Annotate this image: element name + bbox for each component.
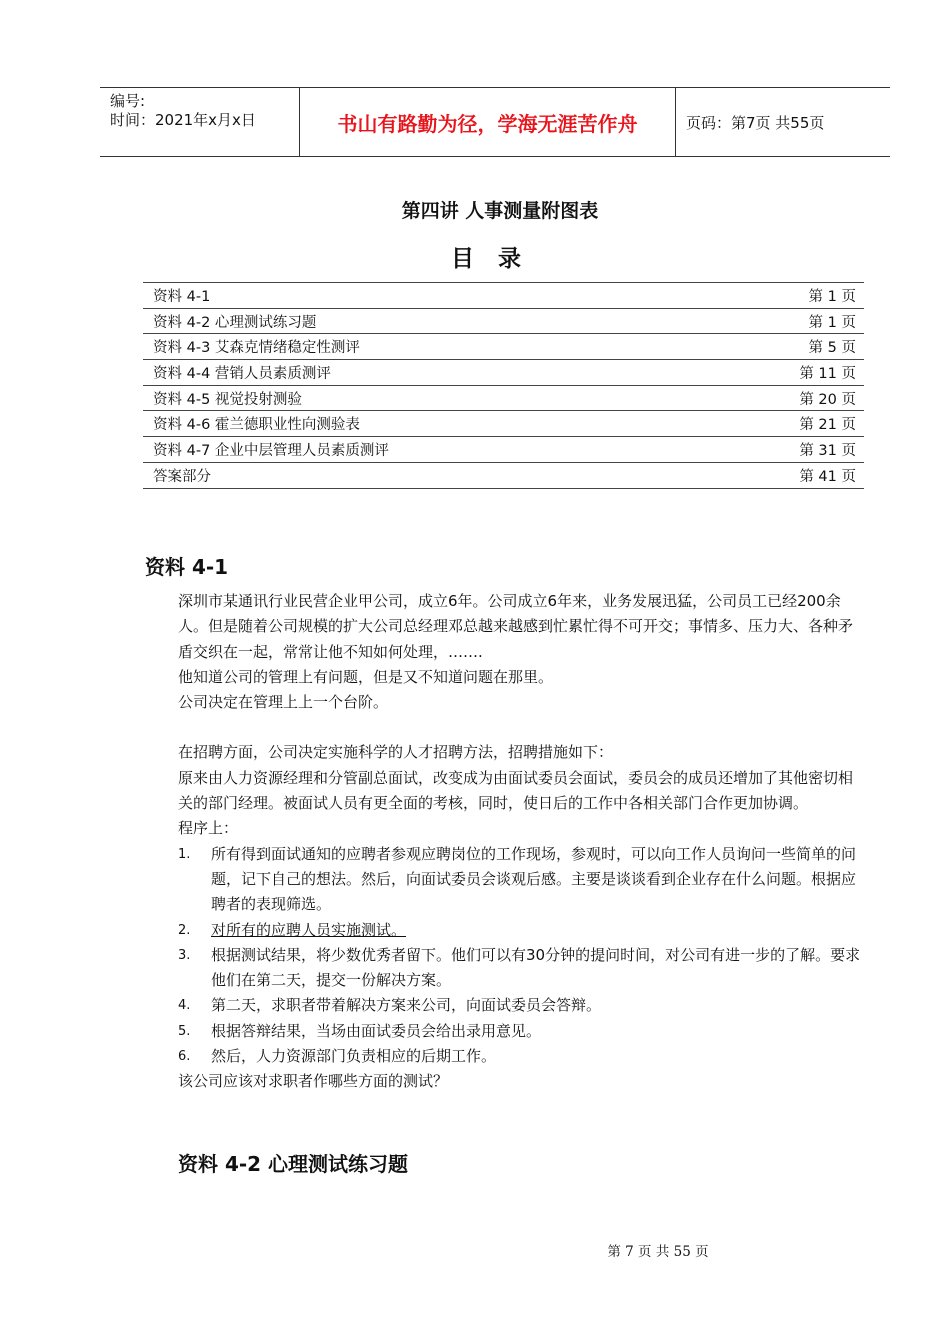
toc-row bbox=[143, 385, 864, 411]
list-item-text: 所有得到面试通知的应聘者参观应聘岗位的工作现场，参观时，可以向工作人员询问一些简单的问题，记下自己的想法。然后，向面试委员会谈观后感。主要是谈谈看到企业存在什么问题。根据应聘者的表现筛选。 bbox=[211, 844, 857, 914]
toc-row-page: 第 1 页 bbox=[700, 308, 864, 334]
toc-row-page: 第 20 页 bbox=[700, 385, 864, 411]
list-item bbox=[145, 918, 865, 943]
list-item-number: 3. bbox=[178, 947, 191, 963]
list-item bbox=[145, 943, 865, 994]
list-item bbox=[145, 842, 865, 918]
page-footer: 第 7 页 共 55 页 bbox=[607, 1244, 709, 1260]
paragraph: 原来由人力资源经理和分管副总面试，改变成为由面试委员会面试，委员会的成员还增加了其他密切相关的部门经理。被面试人员有更全面的考核，同时，使日后的工作中各相关部门合作更加协调。 bbox=[178, 768, 854, 813]
toc-row-page: 第 31 页 bbox=[700, 437, 864, 463]
toc-row-label: 资料 4-4 营销人员素质测评 bbox=[143, 360, 700, 386]
section-4-2-title: 资料 4-2 心理测试练习题 bbox=[178, 1152, 409, 1176]
header-page-label: 页码：第7页 共55页 bbox=[686, 113, 825, 132]
toc-row bbox=[143, 462, 864, 488]
toc-row-label: 资料 4-6 霍兰德职业性向测验表 bbox=[143, 411, 700, 437]
list-item-text-underlined: 对所有的应聘人员实施测试。 bbox=[211, 920, 407, 939]
paragraph: 深圳市某通讯行业民营企业甲公司，成立6年。公司成立6年来，业务发展迅猛，公司员工已经200余人。但是随着公司规模的扩大公司总经理邓总越来越感到忙累忙得不可开交；事情多、压力大、各种矛盾交织在一起，常常让他不知如何处理，……. bbox=[178, 592, 854, 661]
number-label: 编号: bbox=[110, 92, 146, 110]
paragraph: 在招聘方面，公司决定实施科学的人才招聘方法，招聘措施如下： bbox=[178, 743, 614, 762]
toc-row-label: 资料 4-1 bbox=[143, 283, 700, 309]
toc-row-page: 第 1 页 bbox=[700, 283, 864, 309]
toc-row-label: 答案部分 bbox=[143, 462, 700, 488]
toc-row bbox=[143, 411, 864, 437]
section-4-1-body bbox=[145, 589, 865, 1095]
toc-row-page: 第 5 页 bbox=[700, 334, 864, 360]
lecture-title: 第四讲 人事测量附图表 bbox=[401, 200, 599, 222]
list-item bbox=[145, 993, 865, 1018]
toc-row-label: 资料 4-3 艾森克情绪稳定性测评 bbox=[143, 334, 700, 360]
toc-row bbox=[143, 360, 864, 386]
procedure-list bbox=[145, 842, 865, 1070]
toc-row bbox=[143, 283, 864, 309]
toc-row bbox=[143, 437, 864, 463]
section-4-1-title: 资料 4-1 bbox=[145, 555, 229, 579]
header-motto: 书山有路勤为径，学海无涯苦作舟 bbox=[300, 88, 676, 156]
toc-title: 目录 bbox=[451, 246, 545, 272]
document-header bbox=[100, 87, 890, 157]
table-of-contents bbox=[143, 282, 864, 489]
paragraph: 程序上： bbox=[178, 819, 239, 838]
header-meta bbox=[100, 88, 300, 156]
list-item-number: 5. bbox=[178, 1023, 191, 1039]
list-item-number: 6. bbox=[178, 1049, 191, 1065]
paragraph: 公司决定在管理上上一个台阶。 bbox=[178, 693, 389, 712]
toc-row-page: 第 21 页 bbox=[700, 411, 864, 437]
toc-row-page: 第 11 页 bbox=[700, 360, 864, 386]
toc-row-label: 资料 4-5 视觉投射测验 bbox=[143, 385, 700, 411]
list-item-text: 根据测试结果，将少数优秀者留下。他们可以有30分钟的提问时间，对公司有进一步的了解。要求他们在第二天，提交一份解决方案。 bbox=[211, 945, 861, 990]
list-item-text: 第二天，求职者带着解决方案来公司，向面试委员会答辩。 bbox=[211, 996, 602, 1015]
paragraph: 他知道公司的管理上有问题，但是又不知道问题在那里。 bbox=[178, 667, 554, 686]
toc-row-label: 资料 4-2 心理测试练习题 bbox=[143, 308, 700, 334]
toc-row-page: 第 41 页 bbox=[700, 462, 864, 488]
list-item-number: 2. bbox=[178, 922, 191, 938]
toc-row bbox=[143, 308, 864, 334]
time-label: 时间：2021年x月x日 bbox=[110, 111, 256, 129]
toc-row bbox=[143, 334, 864, 360]
question: 该公司应该对求职者作哪些方面的测试？ bbox=[178, 1072, 449, 1091]
toc-row-label: 资料 4-7 企业中层管理人员素质测评 bbox=[143, 437, 700, 463]
list-item-text bbox=[211, 918, 865, 943]
list-item-number: 1. bbox=[178, 846, 191, 862]
list-item-text: 根据答辩结果，当场由面试委员会给出录用意见。 bbox=[211, 1021, 542, 1040]
list-item bbox=[145, 1044, 865, 1069]
list-item-number: 4. bbox=[178, 998, 191, 1014]
list-item bbox=[145, 1019, 865, 1044]
list-item-text: 然后，人力资源部门负责相应的后期工作。 bbox=[211, 1047, 497, 1066]
